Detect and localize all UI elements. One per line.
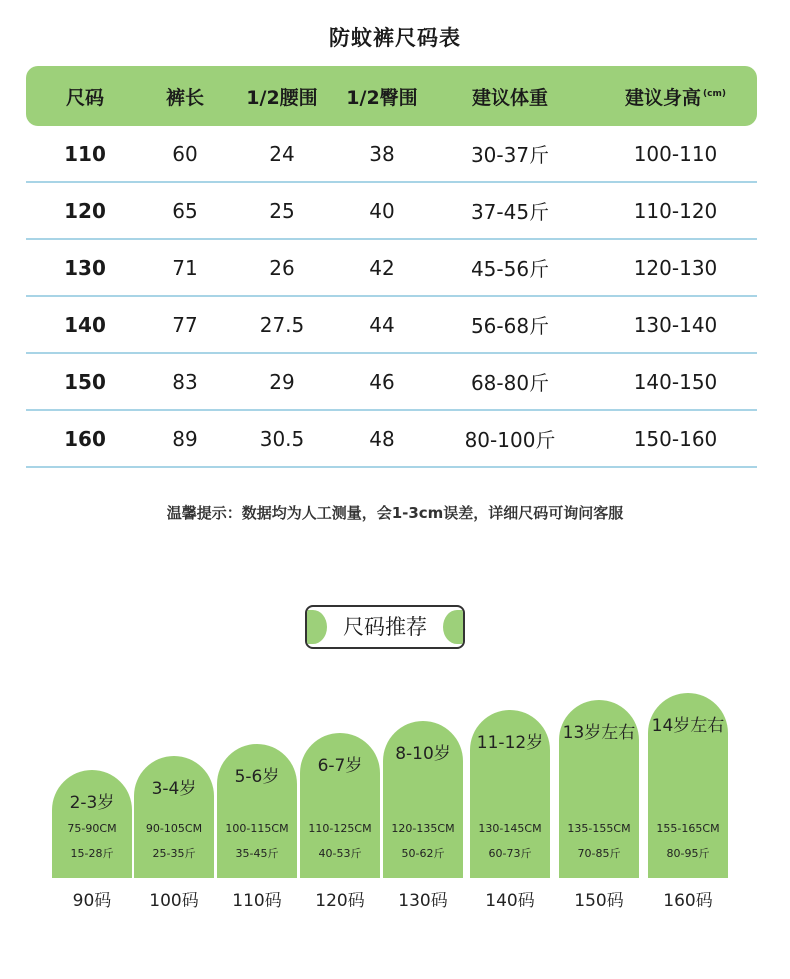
cell-waist: 29 <box>269 369 295 394</box>
recommend-bar <box>648 693 728 878</box>
bar-age-label: 8-10岁 <box>395 744 451 764</box>
cell-size: 130 <box>64 255 106 280</box>
bar-size-label: 140码 <box>485 891 535 911</box>
bar-age-label: 11-12岁 <box>476 733 544 753</box>
cell-hip: 38 <box>369 141 395 166</box>
cell-length: 60 <box>172 141 198 166</box>
cell-waist: 27.5 <box>259 312 305 337</box>
cell-weight: 30-37斤 <box>470 143 550 167</box>
bar-weight-range: 40-53斤 <box>318 847 362 860</box>
cell-weight: 68-80斤 <box>470 371 550 395</box>
cell-size: 150 <box>64 369 106 394</box>
bar-size-label: 150码 <box>574 891 624 911</box>
bar-height-range: 100-115CM <box>225 822 289 835</box>
cell-length: 65 <box>172 198 198 223</box>
bar-size-label: 110码 <box>232 891 282 911</box>
bar-size-label: 90码 <box>72 891 112 911</box>
cell-hip: 40 <box>369 198 395 223</box>
cell-waist: 25 <box>269 198 295 223</box>
recommend-bar <box>470 710 550 878</box>
header-height: 建议身高 $^{(cm)}$ <box>625 86 726 109</box>
cell-weight: 56-68斤 <box>470 314 550 338</box>
cell-length: 77 <box>172 312 198 337</box>
bar-height-range: 120-135CM <box>391 822 455 835</box>
bar-height-range: 135-155CM <box>567 822 631 835</box>
bar-size-label: 130码 <box>398 891 448 911</box>
bar-weight-range: 35-45斤 <box>235 847 279 860</box>
bar-height-range: 130-145CM <box>478 822 542 835</box>
recommend-label: 尺码推荐 <box>343 615 427 639</box>
recommend-bar <box>134 756 214 878</box>
cell-length: 71 <box>172 255 198 280</box>
bar-age-label: 13岁左右 <box>562 723 636 743</box>
cell-hip: 48 <box>369 426 395 451</box>
bar-height-range: 110-125CM <box>308 822 372 835</box>
bar-weight-range: 60-73斤 <box>488 847 532 860</box>
recommend-bar <box>217 744 297 878</box>
bar-size-label: 100码 <box>149 891 199 911</box>
cell-hip: 42 <box>369 255 395 280</box>
height-unit: (cm) <box>703 89 726 100</box>
bar-height-range: 75-90CM <box>67 822 117 835</box>
cell-length: 89 <box>172 426 198 451</box>
bar-age-label: 5-6岁 <box>234 767 280 787</box>
cell-hip: 46 <box>369 369 395 394</box>
header-hip: 1/2臀围 <box>346 86 418 109</box>
cell-height: 110-120 <box>633 198 718 223</box>
cell-height: 120-130 <box>633 255 718 280</box>
page-title: 防蚊裤尺码表 <box>329 26 461 50</box>
cell-waist: 30.5 <box>259 426 305 451</box>
cell-weight: 45-56斤 <box>470 257 550 281</box>
header-waist: 1/2腰围 <box>246 86 318 109</box>
bar-weight-range: 25-35斤 <box>152 847 196 860</box>
bar-weight-range: 50-62斤 <box>401 847 445 860</box>
bar-age-label: 6-7岁 <box>317 756 363 776</box>
recommend-bar <box>52 770 132 878</box>
cell-size: 120 <box>64 198 106 223</box>
bar-height-range: 155-165CM <box>656 822 720 835</box>
cell-size: 140 <box>64 312 106 337</box>
bar-age-label: 14岁左右 <box>651 716 725 736</box>
cell-height: 130-140 <box>633 312 718 337</box>
cell-length: 83 <box>172 369 198 394</box>
header-length: 裤长 <box>165 86 204 109</box>
bar-weight-range: 15-28斤 <box>70 847 114 860</box>
bar-size-label: 160码 <box>663 891 713 911</box>
recommend-bar <box>559 700 639 878</box>
bar-age-label: 3-4岁 <box>151 779 197 799</box>
bar-height-range: 90-105CM <box>145 822 203 835</box>
cell-weight: 80-100斤 <box>464 428 556 452</box>
bar-size-label: 120码 <box>315 891 365 911</box>
cell-weight: 37-45斤 <box>470 200 550 224</box>
bar-age-label: 2-3岁 <box>69 793 115 813</box>
cell-waist: 26 <box>269 255 295 280</box>
cell-height: 140-150 <box>633 369 718 394</box>
header-size: 尺码 <box>65 86 104 109</box>
header-weight: 建议体重 <box>471 86 548 109</box>
cell-waist: 24 <box>269 141 295 166</box>
cell-hip: 44 <box>369 312 395 337</box>
bar-weight-range: 70-85斤 <box>577 847 621 860</box>
tip-text: 温馨提示：数据均为人工测量，会1-3cm误差，详细尺码可询问客服 <box>166 504 624 522</box>
bar-weight-range: 80-95斤 <box>666 847 710 860</box>
recommend-bar <box>383 721 463 878</box>
recommend-bar <box>300 733 380 878</box>
cell-size: 160 <box>64 426 106 451</box>
cell-size: 110 <box>64 141 106 166</box>
cell-height: 150-160 <box>633 426 718 451</box>
cell-height: 100-110 <box>633 141 718 166</box>
